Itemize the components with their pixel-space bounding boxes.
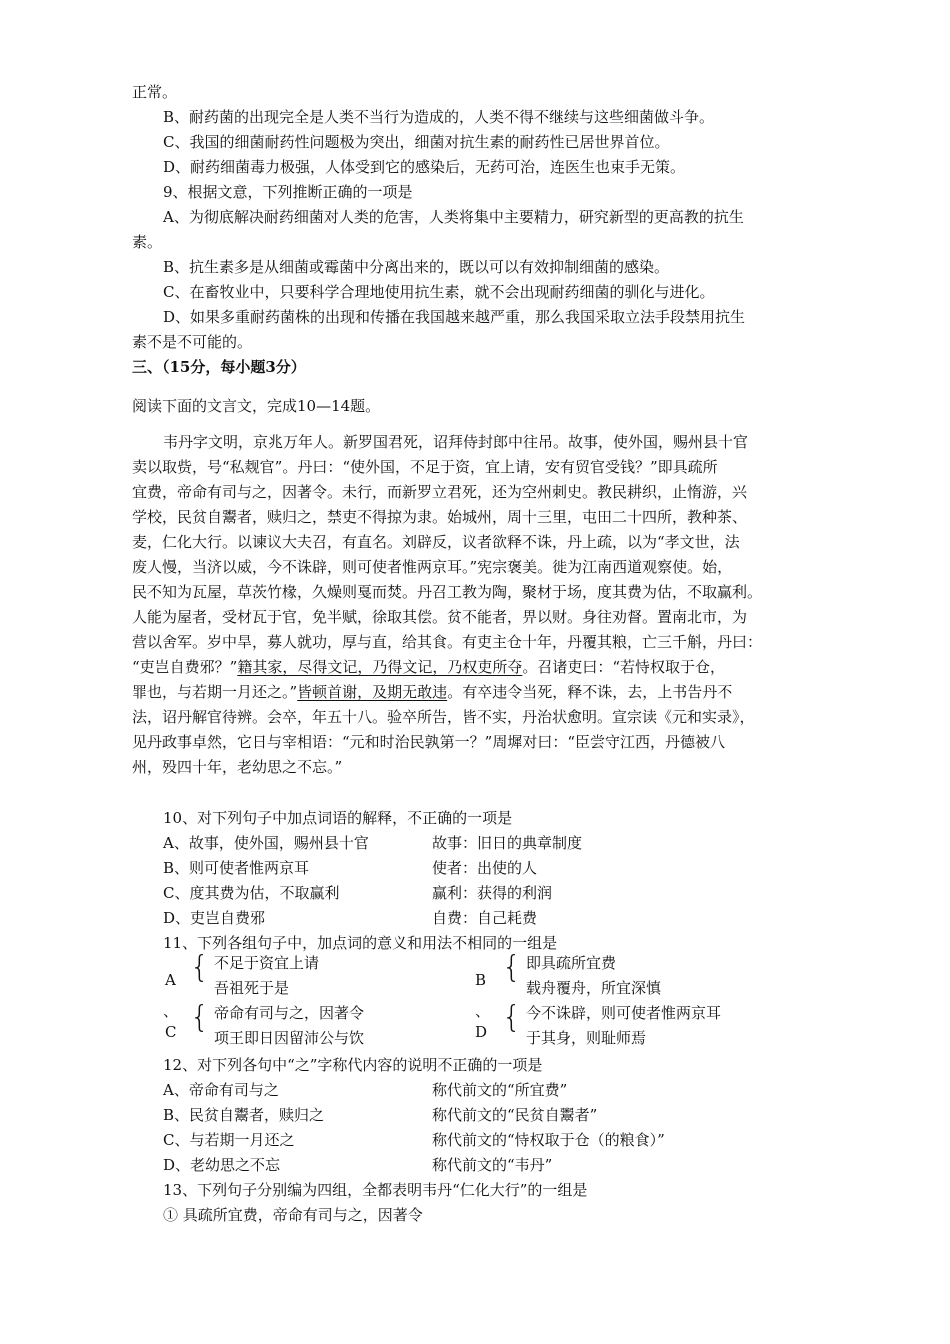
q11-b-line1: 即具疏所宜费 (526, 954, 617, 972)
q10-stem: 10、对下列句子中加点词语的解释，不正确的一项是 (163, 809, 513, 827)
passage-line: 宜费，帝命有司与之，因著令。未行，而新罗立君死，还为空州刺史。教民耕织，止惰游，兴 (132, 483, 748, 501)
q9-option-a-line2: 素。 (132, 233, 163, 251)
q11-c-line1: 帝命有司与之，因著令 (214, 1004, 365, 1022)
q13-item-1: ① 具疏所宜费，帝命有司与之，因著令 (163, 1206, 423, 1224)
q12-option-d: D、老幼思之不忘 (163, 1156, 281, 1174)
q11-stem: 11、下列各组句子中，加点词的意义和用法不相同的一组是 (163, 934, 558, 952)
section-heading: 三、（15分，每小题3分） (132, 358, 306, 376)
q9-option-b: B、抗生素多是从细菌或霉菌中分离出来的，既以可以有效抑制细菌的感染。 (163, 258, 670, 276)
q11-a-line2: 吾祖死于是 (214, 979, 290, 997)
brace-icon: { (190, 1000, 210, 1035)
q10-option-d: D、吏岂自费邪 (163, 909, 266, 927)
q9-option-c: C、在畜牧业中，只要科学合理地使用抗生素，就不会出现耐药细菌的驯化与进化。 (163, 283, 715, 301)
q11-label-d: D (475, 1023, 488, 1041)
q9-stem: 9、根据文意，下列推断正确的一项是 (163, 183, 413, 201)
passage-line: 人能为屋者，受材瓦于官，免半赋，徐取其偿。贫不能者，畀以财。身往劝督。置南北市，为 (132, 608, 748, 626)
passage-line: 营以舍军。岁中旱，募人就功，厚与直，给其食。有吏主仓十年，丹覆其粮，亡三千斛，丹曰： (132, 633, 763, 651)
q13-stem: 13、下列句子分别编为四组，全都表明韦丹“仁化大行”的一组是 (163, 1181, 588, 1199)
passage-line: 卖以取赀，号“私觌官”。丹曰：“使外国，不足于资，宜上请，安有贸官受钱？”即具疏所 (132, 458, 718, 476)
q10-option-b: B、则可使者惟两京耳 (163, 859, 310, 877)
passage-line: 学校，民贫自鬻者，赎归之，禁吏不得掠为隶。始城州，周十三里，屯田二十四所，教种茶、 (132, 508, 748, 526)
q8-option-b: B、耐药菌的出现完全是人类不当行为造成的，人类不得不继续与这些细菌做斗争。 (163, 108, 715, 126)
brace-icon: { (502, 950, 522, 985)
q11-b-line2: 载舟覆舟，所宜深慎 (526, 979, 662, 997)
q11-label-a: A (165, 971, 176, 989)
q8-option-c: C、我国的细菌耐药性问题极为突出，细菌对抗生素的耐药性已居世界首位。 (163, 133, 670, 151)
q12-option-a-explanation: 称代前文的“所宜费” (432, 1081, 568, 1099)
q11-a-line1: 不足于资宜上请 (214, 954, 320, 972)
q11-label-c: C (165, 1023, 177, 1041)
q12-option-b: B、民贫自鬻者，赎归之 (163, 1106, 325, 1124)
q12-option-c-explanation: 称代前文的“恃权取于仓（的粮食）” (432, 1131, 665, 1149)
brace-icon: { (502, 1000, 522, 1035)
brace-icon: { (190, 950, 210, 985)
q9-option-d-line2: 素不是不可能的。 (132, 333, 253, 351)
passage-text: 罪也，与若期一月还之。” (132, 683, 298, 701)
passage-line (132, 657, 725, 677)
q8-option-d: D、耐药细菌毒力极强，人体受到它的感染后，无药可治，连医生也束手无策。 (163, 158, 686, 176)
q10-option-d-explanation: 自费：自己耗费 (432, 909, 538, 927)
passage-line: 韦丹字文明，京兆万年人。新罗国君死，诏拜侍封郎中往吊。故事，使外国，赐州县十官 (163, 433, 749, 451)
q10-option-c: C、度其费为估，不取赢利 (163, 884, 340, 902)
underlined-sentence-2: 皆顿首谢，及期无敢违 (297, 683, 448, 701)
q12-option-c: C、与若期一月还之 (163, 1131, 295, 1149)
q12-option-b-explanation: 称代前文的“民贫自鬻者” (432, 1106, 598, 1124)
underlined-sentence-1: 籍其家，尽得文记，乃得文记，乃权吏所夺 (237, 658, 523, 676)
q12-option-a: A、帝命有司与之 (163, 1081, 279, 1099)
section-instruction: 阅读下面的文言文，完成10—14题。 (132, 397, 381, 415)
q9-option-d-line1: D、如果多重耐药菌株的出现和传播在我国越来越严重，那么我国采取立法手段禁用抗生 (163, 308, 746, 326)
passage-line: 麦，仁化大行。以谏议大夫召，有直名。刘辟反，议者欲释不诛，丹上疏，以为“孝文世，法 (132, 533, 740, 551)
passage-text: 。召诸吏曰：“若恃权取于仓， (522, 658, 726, 676)
q10-option-a: A、故事，使外国，赐州县十官 (163, 834, 369, 852)
q11-label-b: B (475, 971, 487, 989)
q10-option-a-explanation: 故事：旧日的典章制度 (432, 834, 583, 852)
passage-line: 法，诏丹解官待辨。会卒，年五十八。验卒所告，皆不实，丹治状愈明。宣宗读《元和实录》， (132, 708, 755, 726)
q11-separator: 、 (475, 1002, 491, 1020)
q10-option-b-explanation: 使者：出使的人 (432, 859, 538, 877)
passage-text: “吏岂自费邪？” (132, 658, 238, 676)
q9-option-a-line1: A、为彻底解决耐药细菌对人类的危害，人类将集中主要精力，研究新型的更高教的抗生 (163, 208, 744, 226)
q8-option-a-tail: 正常。 (132, 83, 178, 101)
q11-separator: 、 (163, 1002, 179, 1020)
q11-c-line2: 项王即日因留沛公与饮 (214, 1029, 365, 1047)
q10-option-c-explanation: 赢利：获得的利润 (432, 884, 553, 902)
q12-stem: 12、对下列各句中“之”字称代内容的说明不正确的一项是 (163, 1056, 543, 1074)
q11-d-line1: 今不诛辟，则可使者惟两京耳 (526, 1004, 722, 1022)
passage-line: 见丹政事卓然，它日与宰相语：“元和时治民孰第一？”周墀对曰：“臣尝守江西，丹德被八 (132, 733, 726, 751)
passage-line: 废人慢，当济以威，今不诛辟，则可使者惟两京耳。”宪宗褒美。徙为江南西道观察使。始， (132, 558, 733, 576)
passage-text: 。有卒违令当死，释不诛，去，上书告丹不 (447, 683, 733, 701)
passage-line: 州，殁四十年，老幼思之不忘。” (132, 758, 343, 776)
q12-option-d-explanation: 称代前文的“韦丹” (432, 1156, 553, 1174)
passage-line: 民不知为瓦屋，草茨竹椽，久燥则戛而焚。丹召工教为陶，聚材于场，度其费为估，不取赢利。 (132, 583, 763, 601)
passage-line (132, 682, 732, 702)
q11-d-line2: 于其身，则耻师焉 (526, 1029, 647, 1047)
